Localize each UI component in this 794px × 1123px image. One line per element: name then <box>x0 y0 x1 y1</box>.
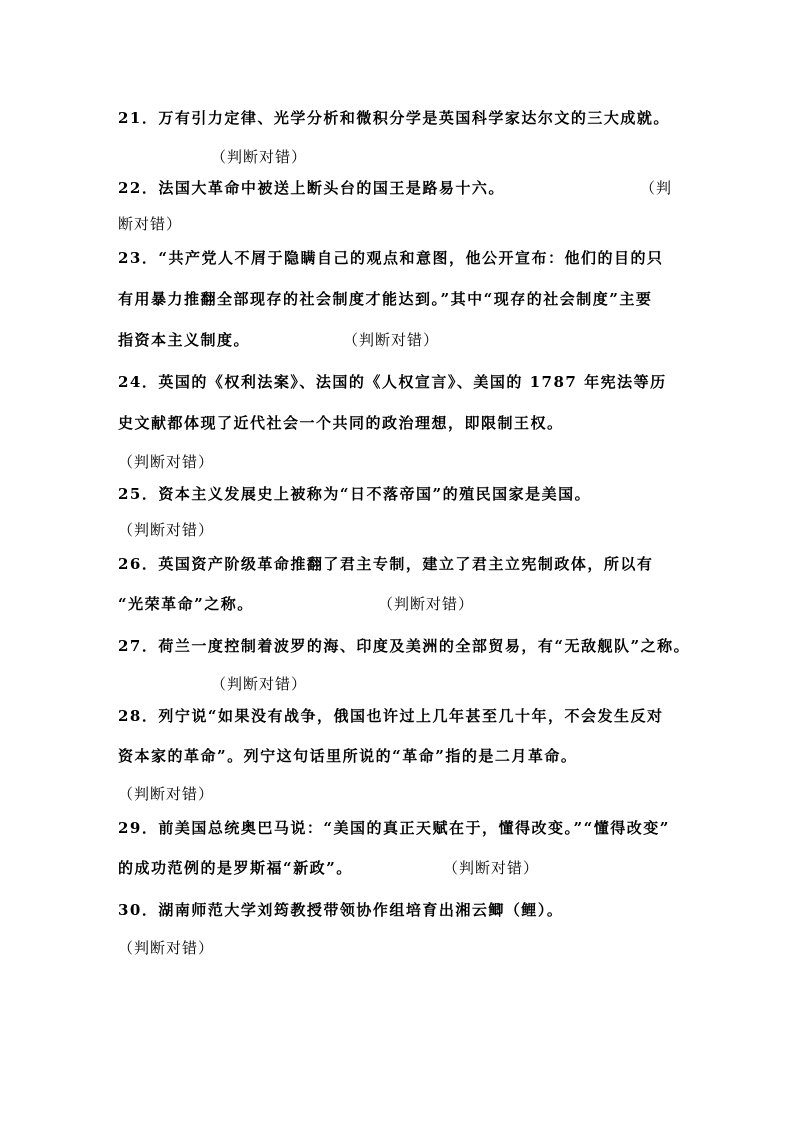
question-25-judge-mark: （判断对错） <box>118 521 215 539</box>
question-28-judge-mark: （判断对错） <box>118 785 215 803</box>
question-29-line-2: 的成功范例的是罗斯福“新政”。 <box>118 859 353 877</box>
question-22-judge-mark-part-1: （判 <box>640 179 673 197</box>
question-29-judge-mark: （判断对错） <box>443 859 540 877</box>
question-22-judge-mark-part-2: 断对错） <box>118 215 183 233</box>
question-24-line-2: 史文献都体现了近代社会一个共同的政治理想，即限制王权。 <box>118 414 564 432</box>
question-21-line-1: 21．万有引力定律、光学分析和微积分学是英国科学家达尔文的三大成就。 <box>118 109 670 127</box>
question-23-line-1: 23．“共产党人不屑于隐瞒自己的观点和意图，他公开宣布：他们的目的只 <box>118 249 664 267</box>
question-24-judge-mark: （判断对错） <box>118 453 215 471</box>
question-26-line-1: 26．英国资产阶级革命推翻了君主专制，建立了君主立宪制政体，所以有 <box>118 555 654 573</box>
question-28-line-2: 资本家的革命”。列宁这句话里所说的“革命”指的是二月革命。 <box>118 747 578 765</box>
question-28-line-1: 28．列宁说“如果没有战争，俄国也许过上几年甚至几十年，不会发生反对 <box>118 707 664 725</box>
question-22-line-1: 22．法国大革命中被送上断头台的国王是路易十六。 <box>118 179 505 197</box>
question-30-line-1: 30．湖南师范大学刘筠教授带领协作组培育出湘云鲫（鲤）。 <box>118 901 564 919</box>
question-23-line-3: 指资本主义制度。 <box>118 331 251 349</box>
question-25-line-1: 25．资本主义发展史上被称为“日不落帝国”的殖民国家是美国。 <box>118 485 592 503</box>
question-26-line-2: “光荣革命”之称。 <box>118 595 254 613</box>
question-21-judge-mark: （判断对错） <box>211 148 308 166</box>
question-29-line-1: 29．前美国总统奥巴马说：“美国的真正天赋在于，懂得改变。”“懂得改变” <box>118 819 670 837</box>
question-30-judge-mark: （判断对错） <box>118 939 215 957</box>
question-27-judge-mark: （判断对错） <box>211 675 308 693</box>
question-26-judge-mark: （判断对错） <box>378 595 475 613</box>
question-23-line-2: 有用暴力推翻全部现存的社会制度才能达到。”其中“现存的社会制度”主要 <box>118 290 653 308</box>
question-23-judge-mark: （判断对错） <box>343 331 440 349</box>
question-24-line-1: 24．英国的《权利法案》、法国的《人权宣言》、美国的 1787 年宪法等历 <box>118 373 667 391</box>
question-27-line-1: 27．荷兰一度控制着波罗的海、印度及美洲的全部贸易，有“无敌舰队”之称。 <box>118 637 691 655</box>
